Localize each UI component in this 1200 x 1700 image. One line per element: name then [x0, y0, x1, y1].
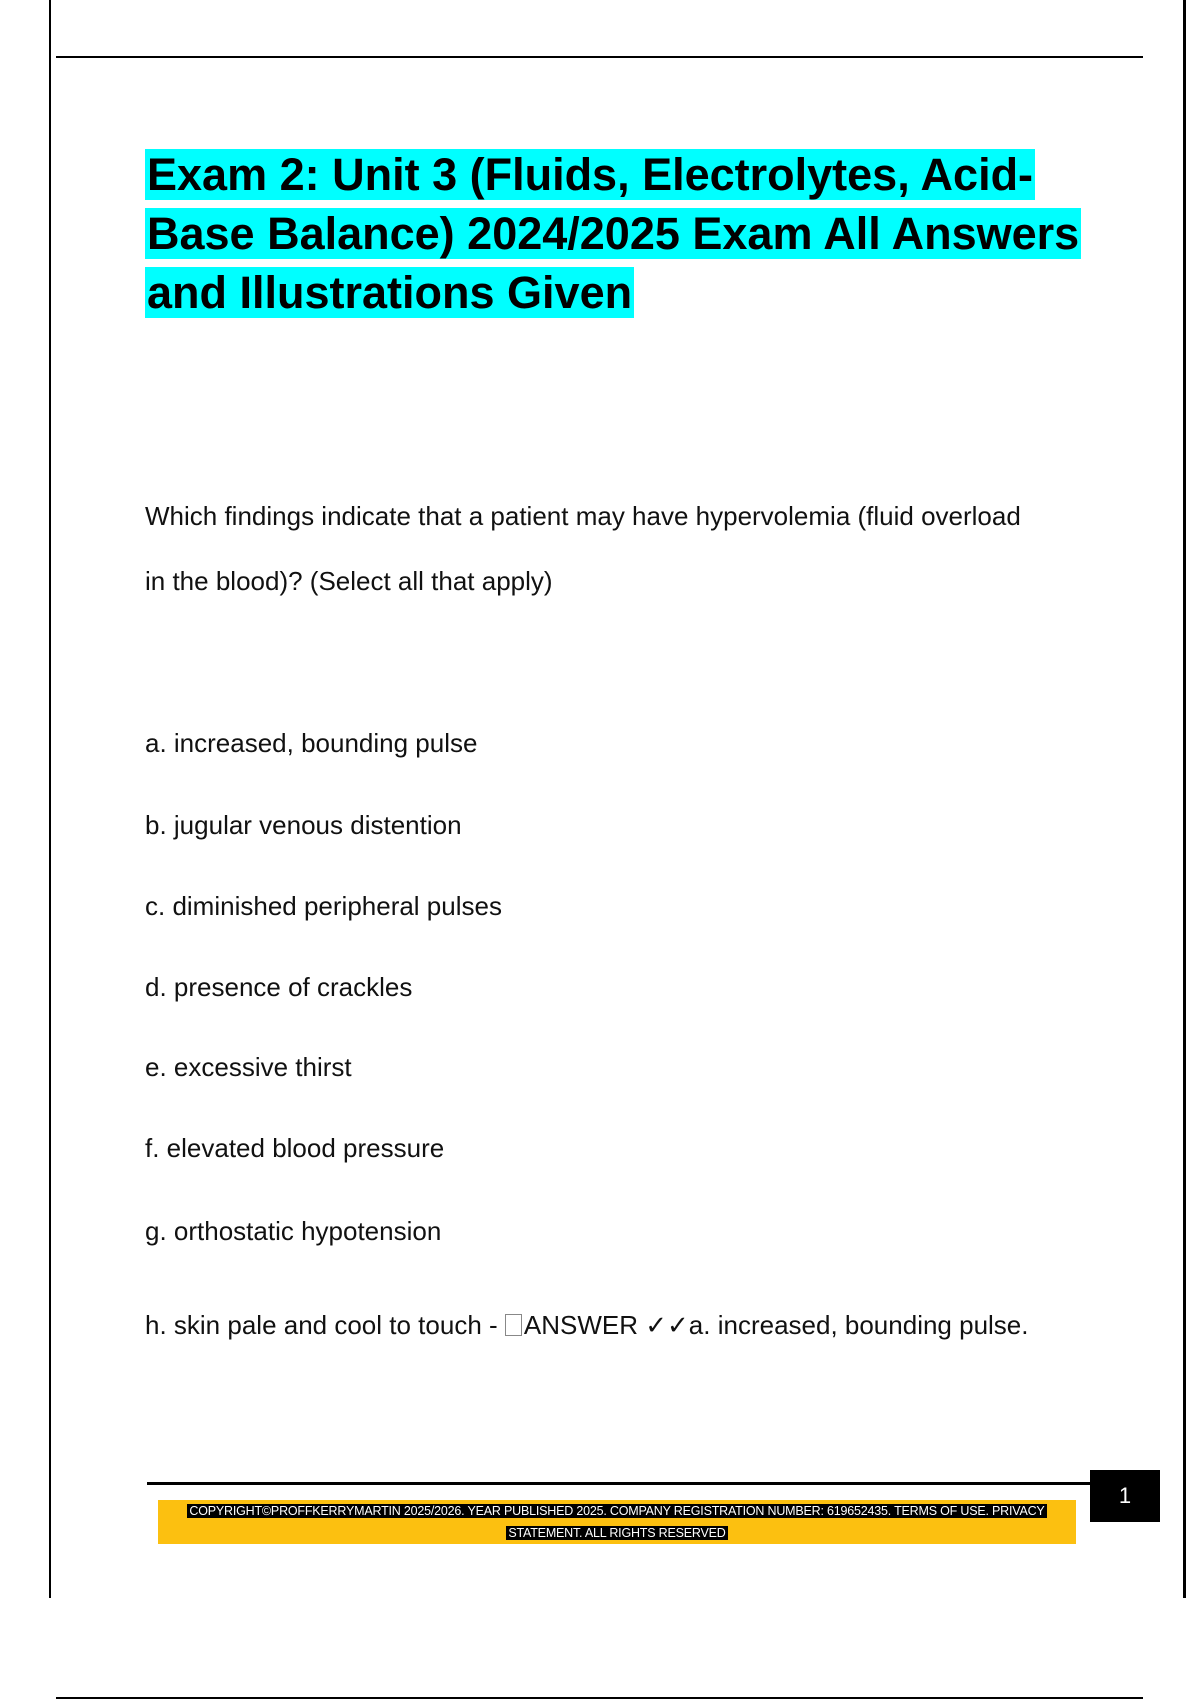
copyright-text: COPYRIGHT©PROFFKERRYMARTIN 2025/2026. YEAR PUBLISHED 2025. COMPANY REGISTRATION NUMBER: 619652435. TERMS OF USE. PRIVACY STATEMENT. ALL RIGHTS RESERVED [189, 1504, 1045, 1540]
answer-option: a. increased, bounding pulse [145, 728, 478, 758]
document-title [145, 145, 1105, 322]
option-h-text: h. skin pale and cool to touch - [145, 1310, 505, 1340]
answer-option: c. diminished peripheral pulses [145, 891, 502, 921]
page-bottom-rule [56, 1697, 1143, 1699]
page-number: 1 [1090, 1470, 1160, 1522]
answer-option: g. orthostatic hypotension [145, 1216, 442, 1246]
answer-line [145, 1290, 1045, 1361]
page-border-left [49, 0, 51, 1598]
answer-option: f. elevated blood pressure [145, 1133, 445, 1163]
answer-option: e. excessive thirst [145, 1052, 352, 1082]
question-text: Which findings indicate that a patient may have hypervolemia (fluid overload in the blood)? (Select all that apply) [145, 501, 1021, 596]
page-border-right [1183, 0, 1186, 1598]
title-highlight: Exam 2: Unit 3 (Fluids, Electrolytes, Acid-Base Balance) 2024/2025 Exam All Answers and Illustrations Given [147, 149, 1080, 318]
answer-option: b. jugular venous distention [145, 810, 462, 840]
answer-option: d. presence of crackles [145, 972, 413, 1002]
footer-rule [147, 1482, 1090, 1485]
missing-glyph-icon [505, 1314, 522, 1336]
header-rule [56, 56, 1143, 58]
copyright-banner [158, 1500, 1076, 1544]
answer-text: ANSWER ✓✓a. increased, bounding pulse. [523, 1310, 1029, 1340]
